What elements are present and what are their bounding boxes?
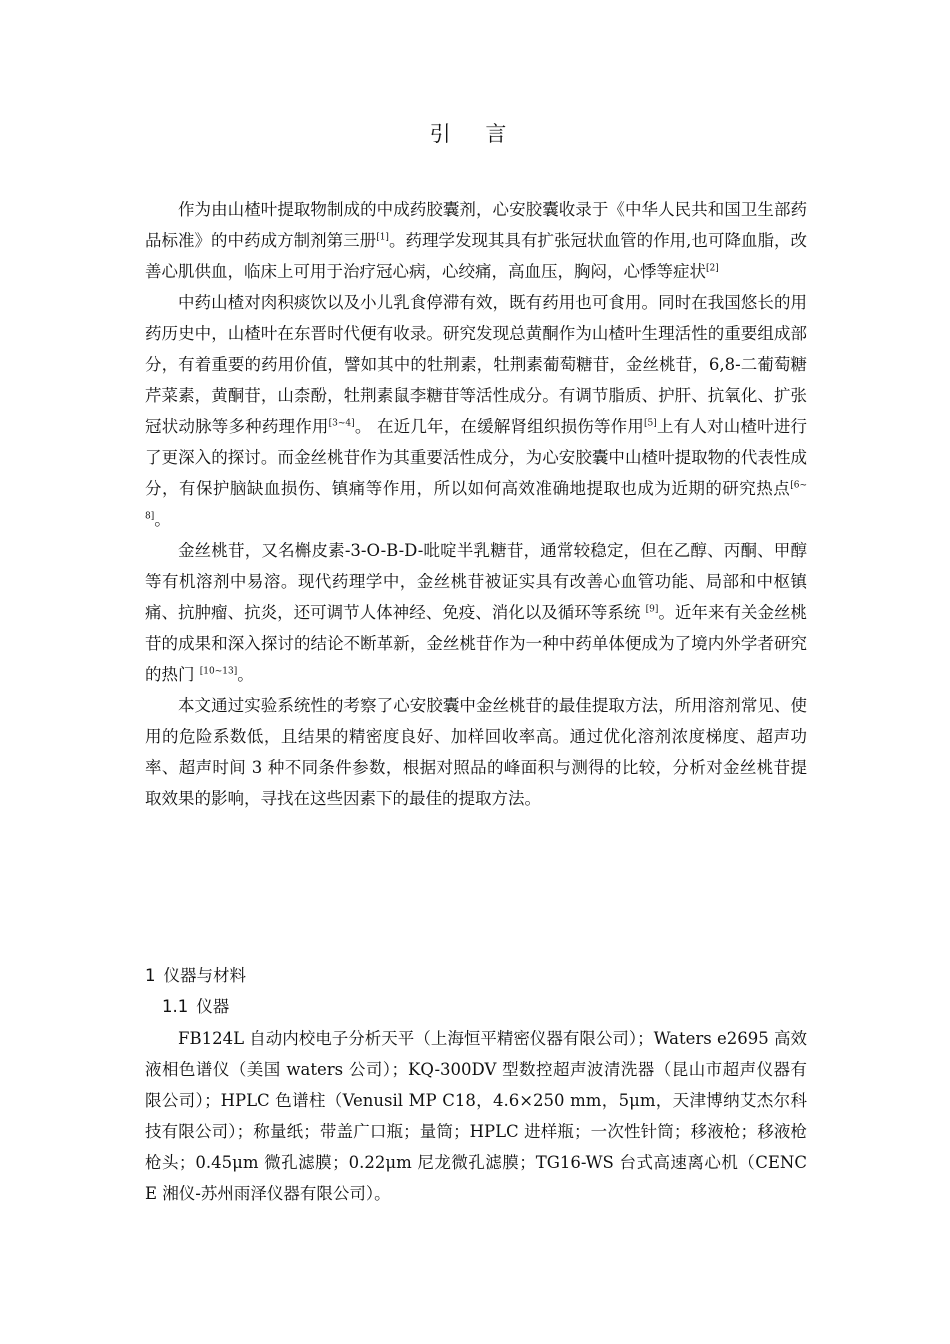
subsection-heading [162, 993, 237, 1017]
paragraph-3 [145, 535, 807, 690]
paragraph-4: 本文通过实验系统性的考察了心安胶囊中金丝桃苷的最佳提取方法，所用溶剂常见、使用的危险系数低，且结果的精密度良好、加样回收率高。通过优化溶剂浓度梯度、超声功率、超声时间 3 种不同条件参数，根据对照品的峰面积与测得的比较，分析对金丝桃苷提取效果的影响，寻找在这些因素下的最佳的提取方法。 [145, 696, 807, 808]
subsection-number: 1.1 [162, 997, 189, 1016]
citation: [5] [644, 418, 657, 429]
text-run: 中药山楂对肉积痰饮以及小儿乳食停滞有效，既有药用也可食用。同时在我国悠长的用药历史中，山楂叶在东晋时代便有收录。研究发现总黄酮作为山楂叶生理活性的重要组成部分，有着重要的药用价值，譬如其中的牡荆素，牡荆素葡萄糖苷，金丝桃苷，6,8-二葡萄糖芹菜素，黄酮苷，山柰酚，牡荆素鼠李糖苷等活性成分。有调节脂质、护肝、抗氧化、扩张冠状动脉等多种药理作用 [145, 293, 807, 436]
text-run: 。药理学发现其具有扩张冠状血管的作用,也可降血脂，改善心肌供血，临床上可用于治疗冠心病，心绞痛，高血压，胸闷，心悸等症状 [145, 231, 808, 281]
text-run: 。 [237, 665, 254, 684]
section-number: 1 [145, 966, 156, 985]
section-heading [145, 962, 254, 986]
text-run: 。 在近几年，在缓解肾组织损伤等作用 [354, 417, 645, 436]
equipment-paragraph: FB124L 自动内校电子分析天平（上海恒平精密仪器有限公司）；Waters e2695 高效液相色谱仪（美国 waters 公司）；KQ-300DV 型数控超声波清洗器（昆山市超声仪器有限公司）；HPLC 色谱柱（Venusil MP C18，4.6×250 mm，5μm，天津博纳艾杰尔科技有限公司）；称量纸；带盖广口瓶；量筒；HPLC 进样瓶；一次性针筒；移液枪；移液枪枪头；0.45μm 微孔滤膜；0.22μm 尼龙微孔滤膜；TG16-WS 台式高速离心机（CENCE 湘仪-苏州雨泽仪器有限公司）。 [145, 1029, 807, 1203]
citation: [10~13] [199, 666, 238, 677]
citation: [2] [706, 263, 719, 274]
paragraph-2 [145, 287, 807, 535]
text-run: 作为由山楂叶提取物制成的中成药胶囊剂，心安胶囊收录于《中华人民共和国卫生部药品标准》的中药成方制剂第三册 [145, 200, 807, 250]
citation: [1] [376, 232, 389, 243]
citation: [6~8] [145, 480, 807, 522]
text-run: 。近年来有关金丝桃苷的成果和深入探讨的结论不断革新，金丝桃苷作为一种中药单体便成为了境内外学者研究的热门 [145, 603, 808, 684]
text-run: 金丝桃苷，又名槲皮素-3-O-B-D-吡啶半乳糖苷，通常较稳定，但在乙醇、丙酮、甲醇等有机溶剂中易溶。现代药理学中，金丝桃苷被证实具有改善心血管功能、局部和中枢镇痛、抗肿瘤、抗炎，还可调节人体神经、免疫、消化以及循环等系统 [145, 541, 807, 622]
section-title: 仪器与材料 [163, 966, 246, 985]
introduction-body [145, 194, 807, 814]
text-run: 上有人对山楂叶进行了更深入的探讨。而金丝桃苷作为其重要活性成分，为心安胶囊中山楂叶提取物的代表性成分，有保护脑缺血损伤、镇痛等作用，所以如何高效准确地提取也成为近期的研究热点 [145, 417, 808, 498]
paragraph-1 [145, 194, 807, 287]
citation: [9] [645, 604, 659, 615]
text-run: 。 [154, 510, 171, 529]
page-title: 引 言 [429, 122, 521, 146]
subsection-title: 仪器 [196, 997, 230, 1016]
citation: [3~4] [328, 418, 355, 429]
equipment-body [145, 1023, 807, 1209]
